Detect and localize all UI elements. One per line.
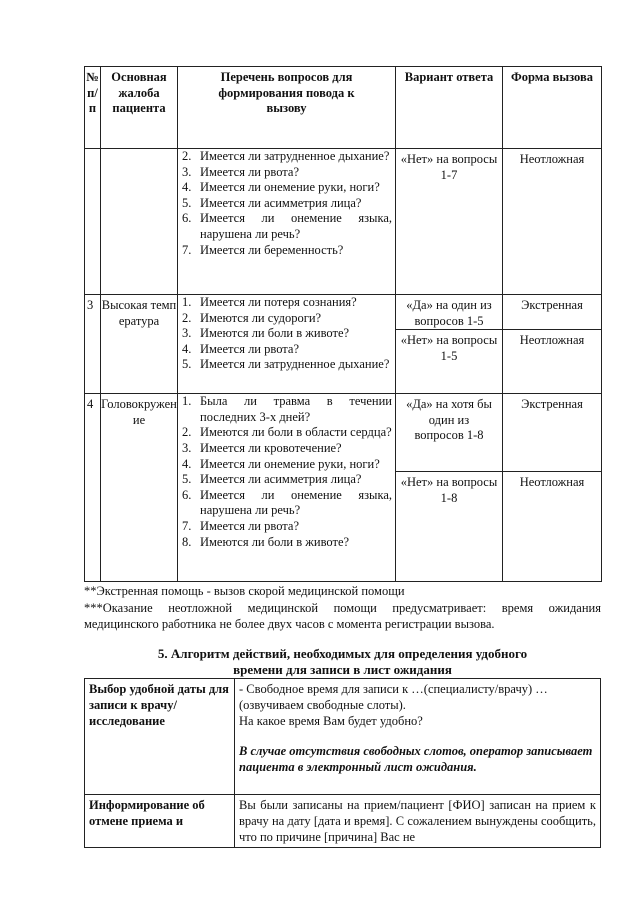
question-number: 8. — [182, 534, 192, 549]
algo-text: - Свободное время для записи к …(специалисту/врачу) …(озвучиваем свободные слоты). — [239, 682, 548, 712]
question-number: 5. — [182, 357, 192, 372]
question-text: Имеется ли беременность? — [200, 242, 344, 257]
question-number: 2. — [182, 425, 192, 440]
question-item — [182, 211, 392, 242]
question-item — [182, 164, 392, 181]
table-row — [85, 295, 602, 330]
table-row — [85, 795, 601, 848]
question-item — [182, 326, 392, 342]
question-item — [182, 456, 392, 473]
row-call-form-cell: Экстренная — [503, 295, 602, 330]
question-number: 5. — [182, 195, 192, 210]
question-number: 4. — [182, 456, 192, 471]
table-row — [85, 394, 602, 472]
row-complaint-cell: Высокая температура — [101, 295, 178, 394]
algo-label-cell: Выбор удобной даты для записи к врачу/исследование — [85, 679, 235, 795]
header-number: № п/п — [85, 67, 101, 149]
triage-table — [84, 66, 602, 582]
row-answer-cell: «Да» на один из вопросов 1-5 — [396, 295, 503, 330]
row-call-form-cell: Неотложная — [503, 472, 602, 582]
question-text: Имеется ли асимметрия лица? — [200, 195, 362, 210]
row-call-form-cell: Неотложная — [503, 149, 602, 295]
question-text: Имеется ли рвота? — [200, 341, 299, 356]
row-questions-cell — [178, 295, 396, 394]
header-answer: Вариант ответа — [396, 67, 503, 149]
row-complaint-cell: Головокружение — [101, 394, 178, 582]
algo-content-cell — [235, 795, 601, 848]
question-text: Имеется ли потеря сознания? — [200, 295, 357, 309]
question-text: Имеются ли боли в животе? — [200, 534, 350, 549]
question-item — [182, 180, 392, 196]
row-answer-cell: «Нет» на вопросы 1-5 — [396, 330, 503, 394]
algo-label-cell: Информирование об отмене приема и — [85, 795, 235, 848]
question-item — [182, 310, 392, 327]
question-number: 1. — [182, 295, 192, 309]
header-complaint: Основная жалоба пациента — [101, 67, 178, 149]
table-row — [85, 679, 601, 795]
row-complaint-cell — [101, 149, 178, 295]
question-text: Имеется ли кровотечение? — [200, 440, 342, 455]
question-list — [178, 394, 395, 550]
question-item — [182, 518, 392, 535]
question-item — [182, 440, 392, 457]
header-call-form: Форма вызова — [503, 67, 602, 149]
section-title-line-2: времени для записи в лист ожидания — [233, 662, 452, 677]
row-questions-cell — [178, 394, 396, 582]
row-number-cell: 3 — [85, 295, 101, 394]
question-number: 6. — [182, 487, 192, 502]
question-number: 6. — [182, 211, 192, 226]
question-text: Имеется ли онемение языка, нарушена ли речь? — [200, 211, 392, 241]
table-row — [85, 149, 602, 295]
question-list — [178, 295, 395, 373]
question-number: 4. — [182, 341, 192, 356]
question-number: 3. — [182, 164, 192, 179]
algo-content-cell — [235, 679, 601, 795]
question-text: Имеются ли боли в области сердца? — [200, 425, 392, 440]
question-item — [182, 295, 392, 311]
question-number: 7. — [182, 242, 192, 257]
question-text: Имеется ли онемение языка, нарушена ли речь? — [200, 487, 392, 518]
question-number: 3. — [182, 326, 192, 341]
question-item — [182, 487, 392, 519]
question-item — [182, 242, 392, 259]
question-text: Имеются ли судороги? — [200, 310, 322, 325]
row-call-form-cell: Экстренная — [503, 394, 602, 472]
row-answer-cell: «Да» на хотя бы один из вопросов 1-8 — [396, 394, 503, 472]
question-number: 7. — [182, 518, 192, 533]
row-answer-cell: «Нет» на вопросы 1-8 — [396, 472, 503, 582]
row-questions-cell — [178, 149, 396, 295]
question-number: 3. — [182, 440, 192, 455]
footnote-emergency: **Экстренная помощь - вызов скорой медицинской помощи — [84, 584, 405, 598]
question-item — [182, 534, 392, 551]
question-text: Имеются ли боли в животе? — [200, 326, 350, 341]
question-item — [182, 394, 392, 425]
question-item — [182, 149, 392, 165]
row-call-form-cell: Неотложная — [503, 330, 602, 394]
question-item — [182, 341, 392, 358]
question-number: 2. — [182, 310, 192, 325]
row-number-cell — [85, 149, 101, 295]
question-item — [182, 195, 392, 212]
header-questions: Перечень вопросов для формирования повода к вызову — [178, 67, 396, 149]
question-number: 4. — [182, 180, 192, 195]
table-header-row — [85, 67, 602, 149]
algo-text: Вы были записаны на прием/пациент [ФИО] записан на прием к врачу на дату [дата и время]. С сожалением вынуждены сообщить, что по причине [причина] Вас не — [239, 798, 596, 844]
algorithm-table — [84, 678, 601, 848]
question-text: Имеется ли затрудненное дыхание? — [200, 149, 390, 163]
question-item — [182, 472, 392, 488]
section-title-line-1: 5. Алгоритм действий, необходимых для определения удобного — [157, 646, 528, 661]
question-item — [182, 425, 392, 441]
footnote-urgent: ***Оказание неотложной медицинской помощи предусматривает: время ожидания медицинского работника не более двух часов с момента регистрации вызова. — [84, 601, 601, 631]
question-text: Имеется ли рвота? — [200, 518, 299, 533]
question-list — [178, 149, 395, 258]
question-text: Имеется ли затрудненное дыхание? — [200, 357, 390, 372]
question-text: Имеется ли онемение руки, ноги? — [200, 456, 380, 471]
question-number: 1. — [182, 394, 192, 409]
row-answer-cell: «Нет» на вопросы 1-7 — [396, 149, 503, 295]
algo-text-emphasis: В случае отсутствия свободных слотов, оператор записывает пациента в электронный лист ожидания. — [239, 744, 593, 774]
question-number: 2. — [182, 149, 192, 163]
row-number-cell: 4 — [85, 394, 101, 582]
question-text: Имеется ли рвота? — [200, 164, 299, 179]
question-item — [182, 357, 392, 373]
question-number: 5. — [182, 472, 192, 487]
algo-text: На какое время Вам будет удобно? — [239, 714, 423, 728]
question-text: Была ли травма в течении последних 3-х дней? — [200, 394, 392, 424]
question-text: Имеется ли онемение руки, ноги? — [200, 180, 380, 195]
question-text: Имеется ли асимметрия лица? — [200, 472, 362, 487]
